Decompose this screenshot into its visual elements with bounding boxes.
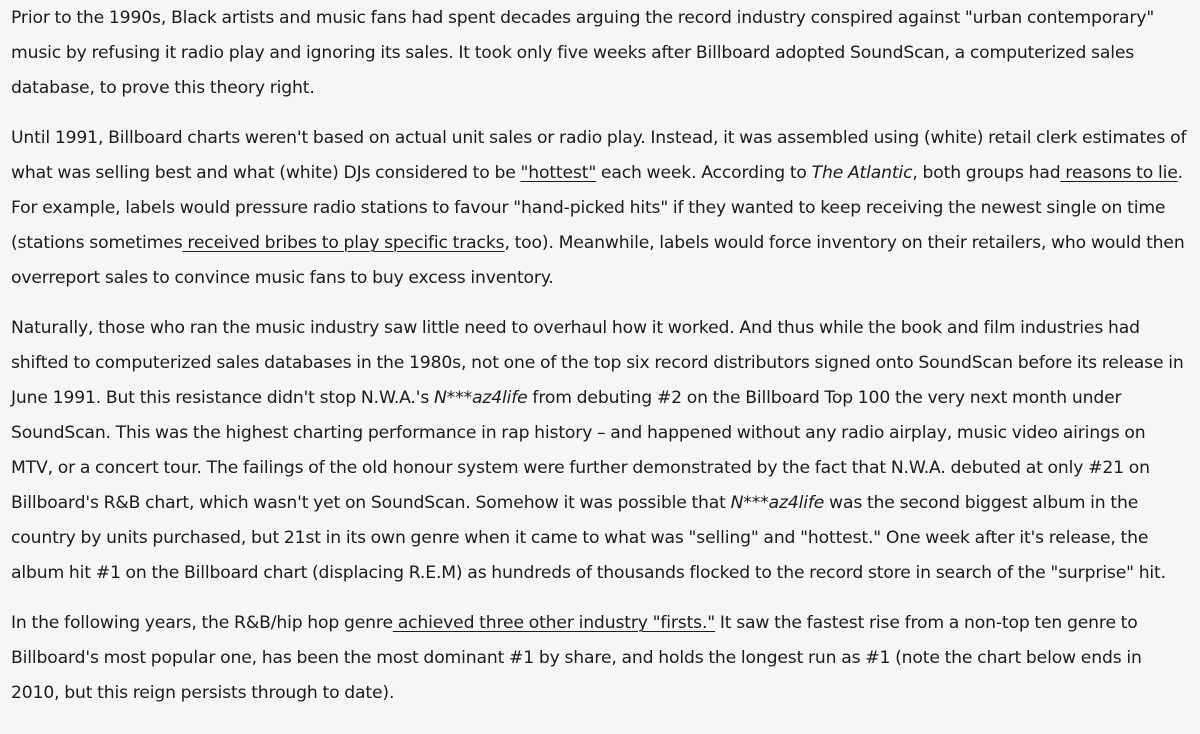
paragraph-text: from debuting #2 on the Billboard Top 100 the very next month under SoundScan. This was the highest charting performance in rap history – and happened without any radio airplay, music video airings on MTV, or a concert tour. The failings of the old honour system were further demonstrated by the fact that N.W.A. debuted at only #21 on Billboard's R&B chart, which wasn't yet on SoundScan. Somehow it was possible that xyxy=(11,388,1150,513)
paragraph-text: Prior to the 1990s, Black artists and music fans had spent decades arguing the record industry conspired against "urban contemporary" music by refusing it radio play and ignoring its sales. It took only five weeks after Billboard adopted SoundScan, a computerized sales database, to prove this theory right. xyxy=(11,8,1155,98)
album-title: N***az4life xyxy=(433,388,528,408)
paragraph-text: It saw the fastest rise from a non-top ten genre to Billboard's most popular one, has been the most dominant #1 by share, and holds the longest run as #1 (note the chart below ends in 2010, but this reign persists through to date). xyxy=(11,613,1142,703)
paragraph-text: Naturally, those who ran the music industry saw little need to overhaul how it worked. And thus while the book and film industries had shifted to computerized sales databases in the 1980s, not one of the top six record distributors signed onto SoundScan before its release in June 1991. But this resistance didn't stop N.W.A.'s xyxy=(11,318,1184,408)
publication-name: The Atlantic xyxy=(811,163,913,183)
paragraph-text: , both groups had xyxy=(912,163,1061,183)
paragraph-text: , too). Meanwhile, labels would force inventory on their retailers, who would then overreport sales to convince music fans to buy excess inventory. xyxy=(11,233,1185,288)
paragraph-text: In the following years, the R&B/hip hop genre xyxy=(11,613,393,633)
paragraph-3 xyxy=(11,311,1189,591)
paragraph-text: was the second biggest album in the country by units purchased, but 21st in its own genre when it came to what was "selling" and "hottest." One week after it's release, the album hit #1 on the Billboard chart (displacing R.E.M) as hundreds of thousands flocked to the record store in search of the "surprise" hit. xyxy=(11,493,1166,583)
paragraph-text: each week. According to xyxy=(596,163,812,183)
link-received-bribes[interactable]: received bribes to play specific tracks xyxy=(182,233,505,253)
link-reasons-to-lie[interactable]: reasons to lie xyxy=(1060,163,1178,183)
album-title: N***az4life xyxy=(730,493,825,513)
paragraph-2 xyxy=(11,121,1189,296)
link-hottest[interactable]: "hottest" xyxy=(520,163,597,183)
paragraph-4 xyxy=(11,606,1189,711)
paragraph-text: Until 1991, Billboard charts weren't based on actual unit sales or radio play. Instead, it was assembled using (white) retail clerk estimates of what was selling best and what (white) DJs considered to be xyxy=(11,128,1187,183)
paragraph-1 xyxy=(11,1,1189,106)
link-industry-firsts[interactable]: achieved three other industry "firsts." xyxy=(392,613,716,633)
paragraph-text: . For example, labels would pressure radio stations to favour "hand-picked hits" if they wanted to keep receiving the newest single on time (stations sometimes xyxy=(11,163,1183,253)
